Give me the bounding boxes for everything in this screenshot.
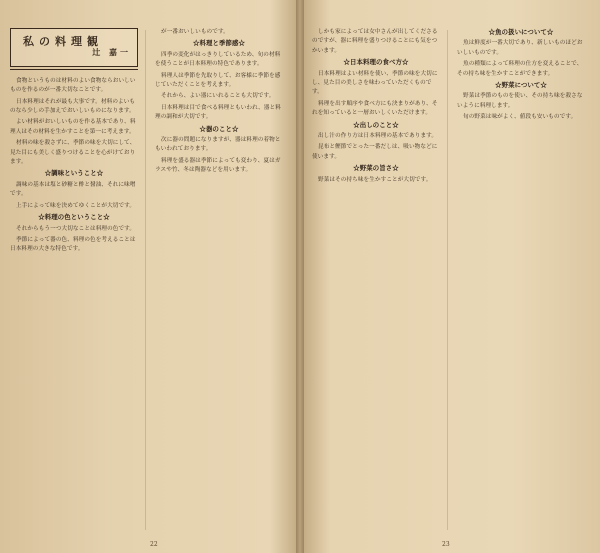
section-heading: ☆出しのこと☆ — [353, 120, 399, 129]
section-heading: ☆野菜の旨さ☆ — [353, 164, 399, 173]
paragraph: 昆布と鰹節でとった一番だしは、吸い物などに使います。 — [312, 144, 438, 160]
paragraph: それから、よい器にいれることも大切です。 — [161, 93, 275, 100]
column-divider — [447, 30, 448, 530]
paragraph: 次に器の問題になりますが、器は料理の着物ともいわれております。 — [155, 137, 281, 153]
paragraph: それからもう一つ大切なことは料理の色です。 — [16, 225, 136, 232]
paragraph: 四季の変化がはっきりしているため、旬の材料を使うことが日本料理の特色であります。 — [155, 51, 281, 68]
paragraph: 日本料理はそれが最も大事です。材料のよいものなら少しの手加えでおいしいものになります。 — [10, 98, 136, 115]
paragraph: よい材料がおいしいものを作る基本であり、料理人はその材料を生かすことを第一に考えます。 — [10, 119, 136, 135]
paragraph: 出し汁の作り方は日本料理の基本であります。 — [318, 133, 438, 140]
page-number: 23 — [442, 541, 450, 548]
section-heading: ☆野菜について☆ — [495, 81, 547, 90]
paragraph: 日本料理は目で食べる料理ともいわれ、器と料理の調和が大切です。 — [155, 104, 281, 121]
section-heading: ☆料理の色ということ☆ — [38, 213, 110, 222]
paragraph: 料理を盛る器は季節によっても変わり、夏はガラスや竹、冬は陶器などを用います。 — [155, 157, 281, 174]
page-number: 22 — [150, 541, 158, 548]
paragraph: 調味の基本は塩と砂糖と酢と醤油、それに味噌です。 — [10, 181, 136, 198]
paragraph: 上手によって味を決めてゆくことが大切です。 — [16, 202, 136, 209]
article-author: 辻 嘉一 — [92, 47, 131, 58]
paragraph: 日本料理はよい材料を使い、季節の味を大切にし、見た目の美しさを味わっていただくものです。 — [312, 70, 438, 96]
section-heading: ☆魚の扱いについて☆ — [488, 28, 554, 36]
article-title-box — [10, 28, 138, 67]
article-title: 私の料理観 — [23, 35, 103, 48]
paragraph: 野菜は季節のものを使い、その持ち味を殺さないように料理します。 — [457, 93, 583, 109]
paragraph: 材料の味を殺さずに、季節の味を大切にして、見た目にも美しく盛りつけることを心がけております。 — [10, 140, 136, 166]
paragraph: しかも家によっては女中さんが出してくださるのですが、器に料理を盛りつけることにも気をつかいます。 — [312, 29, 438, 54]
column-divider — [145, 30, 146, 530]
paragraph: 旬の野菜は味がよく、値段も安いものです。 — [463, 114, 577, 121]
paragraph: 季節によって器の色、料理の色を考えることは日本料理の大きな特色です。 — [10, 236, 136, 253]
paragraph: が一番おいしいものです。 — [161, 29, 229, 35]
left-page — [0, 0, 298, 553]
paragraph: 料理を出す順序や食べ方にも決まりがあり、それを知っていると一層おいしくいただけます。 — [312, 100, 438, 117]
section-heading: ☆日本料理の食べ方☆ — [343, 58, 409, 67]
paragraph: 料理人は季節を先取りして、お客様に季節を感じていただくことを考えます。 — [155, 72, 281, 89]
section-heading: ☆料理と季節感☆ — [193, 39, 245, 48]
paragraph: 魚は鮮度が一番大切であり、新しいものほどおいしいものです。 — [457, 40, 583, 56]
left-page-column-2 — [155, 28, 283, 533]
section-heading: ☆器のこと☆ — [199, 124, 239, 133]
section-heading: ☆調味ということ☆ — [44, 169, 104, 178]
right-page — [302, 0, 600, 553]
paragraph: 野菜はその持ち味を生かすことが大切です。 — [318, 176, 432, 183]
right-page-column-1 — [312, 28, 440, 533]
paragraph: 食物というものは材料のよい食物ならおいしいものを作るのが一番大切なことです。 — [10, 77, 136, 94]
right-page-column-2 — [457, 28, 585, 533]
left-page-column-1 — [10, 28, 138, 533]
paragraph: 魚の種類によって料理の仕方を変えることで、その持ち味を生かすことができます。 — [457, 61, 583, 77]
